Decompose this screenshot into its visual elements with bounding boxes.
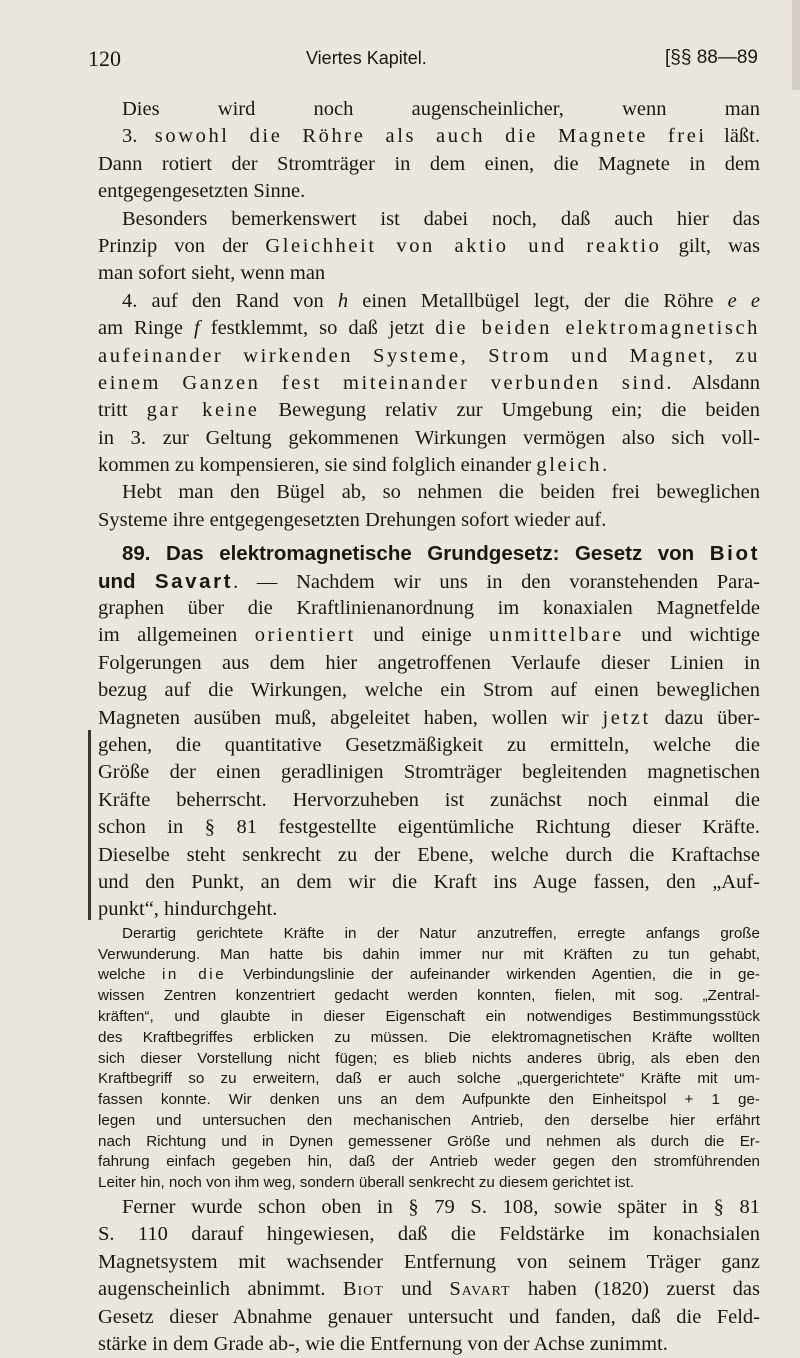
note-line: welche in die Verbindungslinie der aufeinander wirkenden Agentien, die in ge- xyxy=(98,966,760,984)
note-line: Derartig gerichtete Kräfte in der Natur anzutreffen, erregte anfangs große xyxy=(122,924,760,942)
text-line: 3. sowohl die Röhre als auch die Magnete frei läßt. xyxy=(122,125,760,148)
page-edge-shadow xyxy=(792,0,800,90)
text-line: Magneten ausüben muß, abgeleitet haben, wollen wir jetzt dazu über- xyxy=(98,706,761,729)
text-line: in 3. zur Geltung gekommenen Wirkungen vermögen also sich voll- xyxy=(98,426,760,449)
note-line: nach Richtung und in Dynen gemessener Größe und nehmen als durch die Er- xyxy=(98,1132,760,1150)
page-number: 120 xyxy=(88,46,121,71)
text-line: graphen über die Kraftlinienanordnung im konaxialen Magnetfelde xyxy=(98,597,760,620)
text-line: Dann rotiert der Stromträger in dem einen, die Magnete in dem xyxy=(98,152,760,175)
text-line: gehen, die quantitative Gesetzmäßigkeit zu ermitteln, welche die xyxy=(98,733,760,756)
text-line: Hebt man den Bügel ab, so nehmen die beiden frei beweglichen xyxy=(122,481,760,504)
note-line: sich dieser Vorstellung nicht fügen; es blieb nichts anderes übrig, als eben den xyxy=(98,1049,760,1067)
text-line: Kräfte beherrscht. Hervorzuheben ist zunächst noch einmal die xyxy=(98,788,760,811)
note-line: kräften“, und glaubte in dieser Eigenschaft ein notwendiges Bestimmungsstück xyxy=(98,1007,760,1025)
text-line: Ferner wurde schon oben in § 79 S. 108, sowie später in § 81 xyxy=(122,1196,760,1219)
text-line: schon in § 81 festgestellte eigentümliche Richtung dieser Kräfte. xyxy=(98,816,760,839)
text-line: am Ringe f festklemmt, so daß jetzt die beiden elektromagnetisch xyxy=(98,317,761,340)
note-line: fassen konnte. Wir denken uns an dem Aufpunkte den Einheitspol + 1 ge- xyxy=(98,1091,760,1109)
text-line: Größe der einen geradlinigen Stromträger begleitenden magnetischen xyxy=(98,761,760,784)
text-line: und den Punkt, an dem wir die Kraft ins Auge fassen, den „Auf- xyxy=(98,870,760,893)
text-line: Folgerungen aus dem hier angetroffenen Verlaufe dieser Linien in xyxy=(98,651,760,674)
text-line: kommen zu kompensieren, sie sind folglich einander gleich. xyxy=(98,454,608,477)
note-line: Leiter hin, noch von ihm weg, sondern überall senkrecht zu diesem gerichtet ist. xyxy=(98,1174,635,1192)
note-line: Verwunderung. Man hatte bis dahin immer nur mit Kräften zu tun gehabt, xyxy=(98,945,760,963)
text-line: aufeinander wirkenden Systeme, Strom und Magnet, zu xyxy=(98,344,760,367)
text-line: einem Ganzen fest miteinander verbunden sind. Alsdann xyxy=(98,371,760,394)
text-line: und Savart. — Nachdem wir uns in den voranstehenden Para- xyxy=(98,569,760,593)
text-line: man sofort sieht, wenn man xyxy=(98,262,326,285)
text-line: Gesetz dieser Abnahme genauer untersucht und fanden, daß die Feld- xyxy=(98,1305,760,1328)
text-line: Magnetsystem mit wachsender Entfernung von seinem Träger ganz xyxy=(98,1250,760,1273)
text-line: S. 110 darauf hingewiesen, daß die Feldstärke im konachsialen xyxy=(98,1223,760,1246)
small-print-note xyxy=(98,924,760,1194)
text-line: entgegengesetzten Sinne. xyxy=(98,180,306,203)
body-text xyxy=(98,96,760,1358)
text-line: punkt“, hindurchgeht. xyxy=(98,898,278,921)
note-line: wissen Zentren konzentriert gedacht werden konnten, fielen, mit sog. „Zentral- xyxy=(98,987,760,1005)
note-line: des Kraftbegriffes erblicken zu müssen. Die elektromagnetischen Kräfte wollten xyxy=(98,1028,760,1046)
text-line: stärke in dem Grade ab-, wie die Entfernung von der Achse zunimmt. xyxy=(98,1333,668,1356)
text-line: Dieselbe steht senkrecht zu der Ebene, welche durch die Kraftachse xyxy=(98,843,760,866)
text-line: Systeme ihre entgegengesetzten Drehungen sofort wieder auf. xyxy=(98,508,607,531)
text-line: Besonders bemerkenswert ist dabei noch, daß auch hier das xyxy=(122,207,760,230)
text-line: 4. auf den Rand von h einen Metallbügel legt, der die Röhre e e xyxy=(122,289,761,312)
section-heading: 89. Das elektromagnetische Grundgesetz: Gesetz von Biot xyxy=(122,542,760,566)
text-line: im allgemeinen orientiert und einige unmittelbare und wichtige xyxy=(98,624,760,647)
note-line: Kraftbegriff so zu erweitern, daß er auch solche „quergerichtete“ Kräfte mit um- xyxy=(98,1070,760,1088)
text-line: Dies wird noch augenscheinlicher, wenn man xyxy=(122,98,760,120)
text-line: augenscheinlich abnimmt. Biot und Savart haben (1820) zuerst das xyxy=(98,1278,760,1301)
text-line: bezug auf die Wirkungen, welche ein Strom auf einen beweglichen xyxy=(98,679,760,702)
margin-mark xyxy=(88,730,91,920)
chapter-title: Viertes Kapitel. xyxy=(306,48,427,68)
running-head xyxy=(88,46,758,76)
note-line: fahrung einfach gegeben hin, daß der Antrieb weder gegen den stromführenden xyxy=(98,1153,760,1171)
note-line: legen und untersuchen den mechanischen Antrieb, den derselbe hier erfährt xyxy=(98,1111,760,1129)
text-line: Prinzip von der Gleichheit von aktio und reaktio gilt, was xyxy=(98,234,760,257)
text-line: tritt gar keine Bewegung relativ zur Umgebung ein; die beiden xyxy=(98,399,760,422)
section-reference: [§§ 88—89 xyxy=(665,47,758,68)
